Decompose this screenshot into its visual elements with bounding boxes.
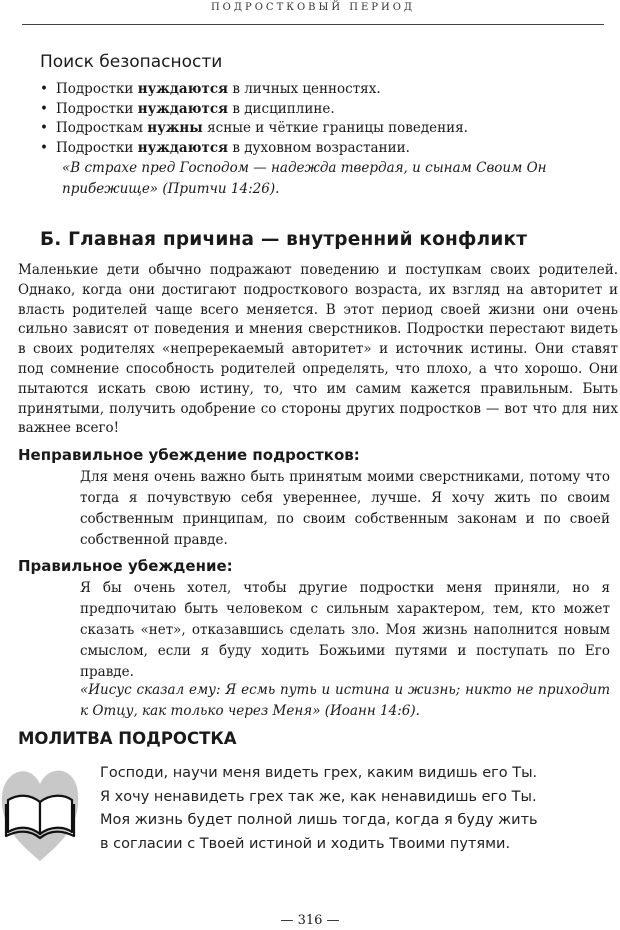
needs-item: • Подростки нуждаются в дисциплине. <box>40 100 468 120</box>
prayer-line: Моя жизнь будет полной лишь тогда, когда я буду жить <box>100 812 538 828</box>
section-title: Б. Главная причина — внутренний конфликт <box>40 229 528 250</box>
needs-item: • Подросткам нужны ясные и чёткие границы поведения. <box>40 119 468 139</box>
scripture-quote-john: «Иисус сказал ему: Я есмь путь и истина и жизнь; никто не приходит к Отцу, как только через Меня» (Иоанн 14:6). <box>80 682 610 719</box>
scripture-quote-proverbs: «В страхе пред Господом — надежда твердая, и сынам Своим Он прибежище» (Притчи 14:26). <box>62 160 547 197</box>
open-book-icon <box>6 796 74 838</box>
wrong-belief-heading: Неправильное убеждение подростков: <box>18 446 360 464</box>
right-belief-text: Я бы очень хотел, чтобы другие подростки меня приняли, но я предпочитаю быть человеком с сильным характером, тем, кто может сказать «нет», отказавшись сделать зло. Моя жизнь наполнится новым смыслом, если я буду ходить Божьими путями и поступать по Его правде. <box>80 580 610 680</box>
prayer-line: в согласии с Твоей истиной и ходить Твоими путями. <box>100 835 511 852</box>
right-belief-heading: Правильное убеждение: <box>18 557 233 575</box>
prayer-line: Господи, научи меня видеть грех, каким видишь его Ты. <box>100 765 538 781</box>
heart-book-icon <box>0 756 80 866</box>
page-number: — 316 — <box>280 913 340 928</box>
needs-item: • Подростки нуждаются в личных ценностях. <box>40 80 468 100</box>
prayer-text <box>100 762 610 856</box>
search-safety-heading: Поиск безопасности <box>40 52 223 72</box>
intro-paragraph: Маленькие дети обычно подражают поведению и поступкам своих родителей. Однако, когда они достигают подросткового возраста, их взгляд на авторитет и власть родителей чаще всего меняется. В этот период своей жизни они очень сильно зависят от поведения и мнения сверстников. Подростки перестают видеть в своих родителях «непререкаемый авторитет» и источник истины. Они ставят под сомнение способность родителей определять, что плохо, а что хорошо. Они пытаются искать свою истину, то, что им самим кажется правильным. Быть принятыми, получить одобрение со стороны других подростков — вот что для них важнее всего! <box>18 262 618 437</box>
prayer-line: Я хочу ненавидеть грех так же, как ненавидишь его Ты. <box>100 788 537 805</box>
needs-list <box>40 80 468 158</box>
running-head: ПОДРОСТКОВЫЙ ПЕРИОД <box>22 0 604 25</box>
prayer-heading: МОЛИТВА ПОДРОСТКА <box>18 729 237 748</box>
needs-item: • Подростки нуждаются в духовном возрастании. <box>40 139 468 159</box>
wrong-belief-text: Для меня очень важно быть принятым моими сверстниками, потому что тогда я почувствую себя увереннее, лучше. Я хочу жить по своим собственным принципам, по своим собственным законам и по своей собственной правде. <box>80 469 610 548</box>
